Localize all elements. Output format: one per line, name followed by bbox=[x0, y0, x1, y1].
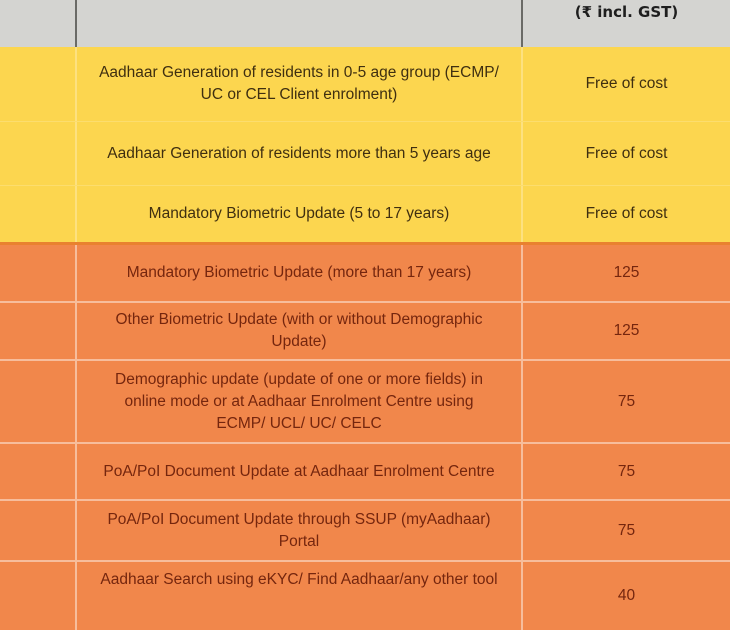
service-text-line: online mode or at Aadhaar Enrolment Centre using bbox=[124, 392, 474, 410]
fee-cell bbox=[523, 361, 730, 442]
fee-value: 75 bbox=[617, 392, 636, 410]
service-text-line: ECMP/ UCL/ UC/ CELC bbox=[216, 414, 382, 432]
table-row bbox=[0, 442, 730, 499]
serial-cell bbox=[0, 361, 77, 442]
table-row bbox=[0, 242, 730, 301]
table-body bbox=[0, 47, 730, 630]
service-cell bbox=[77, 501, 523, 560]
fee-cell bbox=[523, 303, 730, 359]
serial-cell bbox=[0, 501, 77, 560]
fee-cell bbox=[523, 245, 730, 301]
header-service-cell bbox=[77, 0, 523, 47]
service-text-line: Aadhaar Generation of residents more than 5 years age bbox=[107, 144, 491, 162]
fee-value: Free of cost bbox=[585, 75, 668, 92]
service-cell bbox=[77, 361, 523, 442]
service-text-line: Demographic update (update of one or more fields) in bbox=[115, 370, 483, 388]
header-fee-cell bbox=[523, 0, 730, 47]
service-cell bbox=[77, 303, 523, 359]
fee-cell bbox=[523, 444, 730, 499]
table-row bbox=[0, 359, 730, 442]
fee-cell bbox=[523, 122, 730, 185]
table-row bbox=[0, 47, 730, 121]
service-cell bbox=[77, 562, 523, 630]
service-text-line: PoA/PoI Document Update through SSUP (myAadhaar) bbox=[107, 510, 491, 528]
fee-value: 125 bbox=[613, 322, 640, 339]
fee-cell bbox=[523, 47, 730, 121]
table-row bbox=[0, 121, 730, 185]
serial-cell bbox=[0, 444, 77, 499]
service-text-line: UC or CEL Client enrolment) bbox=[200, 86, 398, 103]
service-text-line: Portal bbox=[278, 532, 320, 550]
service-text-line: Aadhaar Generation of residents in 0-5 age group (ECMP/ bbox=[99, 64, 499, 81]
table-row bbox=[0, 560, 730, 630]
fee-cell bbox=[523, 186, 730, 242]
service-cell bbox=[77, 47, 523, 121]
header-serial-cell bbox=[0, 0, 77, 47]
service-text-line: Mandatory Biometric Update (5 to 17 years) bbox=[148, 205, 450, 222]
service-cell bbox=[77, 186, 523, 242]
fee-cell bbox=[523, 562, 730, 630]
fee-value: 40 bbox=[617, 587, 636, 604]
fee-value: Free of cost bbox=[585, 144, 668, 162]
serial-cell bbox=[0, 245, 77, 301]
fee-value: Free of cost bbox=[585, 205, 668, 222]
serial-cell bbox=[0, 47, 77, 121]
fee-header-label: (₹ incl. GST) bbox=[574, 3, 679, 21]
fee-value: 125 bbox=[613, 264, 640, 281]
service-text-line: Other Biometric Update (with or without Demographic bbox=[115, 311, 483, 328]
serial-cell bbox=[0, 303, 77, 359]
fee-value: 75 bbox=[617, 521, 636, 539]
service-text-line: Aadhaar Search using eKYC/ Find Aadhaar/any other tool bbox=[100, 571, 498, 588]
table-row bbox=[0, 185, 730, 242]
serial-cell bbox=[0, 186, 77, 242]
serial-cell bbox=[0, 562, 77, 630]
serial-cell bbox=[0, 122, 77, 185]
fee-value: 75 bbox=[617, 462, 636, 480]
service-cell bbox=[77, 444, 523, 499]
table-row bbox=[0, 301, 730, 359]
service-text-line: Update) bbox=[271, 333, 327, 350]
table-row bbox=[0, 499, 730, 560]
fee-cell bbox=[523, 501, 730, 560]
service-cell bbox=[77, 122, 523, 185]
service-text-line: PoA/PoI Document Update at Aadhaar Enrolment Centre bbox=[103, 462, 495, 480]
table-header-row bbox=[0, 0, 730, 47]
service-cell bbox=[77, 245, 523, 301]
service-text-line: Mandatory Biometric Update (more than 17 years) bbox=[126, 264, 472, 281]
